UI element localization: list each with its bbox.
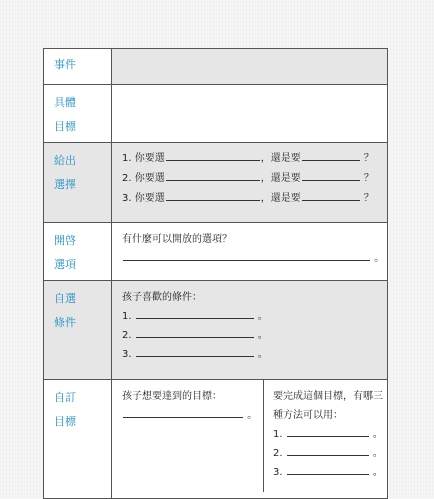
choice-line-1: 1. 你要選 ，還是要 ？ (122, 149, 387, 169)
methods-prompt: 要完成這個目標，有哪三種方法可以用： (273, 391, 383, 421)
methods-section (264, 380, 387, 492)
condition-item-1: 1. 。 (122, 307, 387, 326)
custom-goal-row (44, 380, 388, 499)
open-option-row (44, 223, 388, 281)
specific-goal-row (44, 85, 388, 143)
open-option-cell: 有什麼可以開放的選項？ 。 (112, 223, 388, 281)
condition-blank[interactable] (136, 345, 254, 357)
specific-goal-cell[interactable] (112, 85, 388, 143)
self-select-condition-cell (112, 281, 388, 380)
event-cell[interactable] (112, 49, 388, 85)
condition-prompt: 孩子喜歡的條件： (122, 292, 202, 303)
open-option-label: 開啓 選項 (44, 223, 112, 281)
self-select-condition-row (44, 281, 388, 380)
open-option-question: 有什麼可以開放的選項？ (122, 234, 232, 245)
choice-blank[interactable] (166, 169, 260, 181)
condition-item-3: 3. 。 (122, 345, 387, 364)
choice-blank[interactable] (302, 149, 360, 161)
child-goal-prompt: 孩子想要達到的目標： (122, 391, 222, 402)
condition-blank[interactable] (136, 307, 254, 319)
choice-blank[interactable] (302, 189, 360, 201)
specific-goal-label: 具體 目標 (44, 85, 112, 143)
choice-blank[interactable] (302, 169, 360, 181)
method-blank[interactable] (287, 425, 369, 437)
give-choice-row (44, 143, 388, 223)
give-choice-cell (112, 143, 388, 223)
child-goal-blank[interactable] (123, 406, 243, 418)
give-choice-label: 給出 選擇 (44, 143, 112, 223)
choice-line-3: 3. 你要選 ，還是要 ？ (122, 189, 387, 209)
goal-worksheet-table (43, 48, 388, 499)
condition-item-2: 2. 。 (122, 326, 387, 345)
event-row (44, 49, 388, 85)
self-select-condition-label: 自選 條件 (44, 281, 112, 380)
choice-blank[interactable] (166, 149, 260, 161)
method-item-2: 2. 。 (273, 444, 387, 463)
custom-goal-label: 自訂 目標 (44, 380, 112, 499)
method-blank[interactable] (287, 444, 369, 456)
child-goal-section: 孩子想要達到的目標： 。 (112, 380, 264, 492)
method-item-3: 3. 。 (273, 463, 387, 482)
method-item-1: 1. 。 (273, 425, 387, 444)
choice-blank[interactable] (166, 189, 260, 201)
custom-goal-cell (112, 380, 388, 499)
choice-line-2: 2. 你要選 ，還是要 ？ (122, 169, 387, 189)
condition-blank[interactable] (136, 326, 254, 338)
method-blank[interactable] (287, 463, 369, 475)
open-option-blank[interactable] (123, 249, 370, 261)
event-label: 事件 (44, 49, 112, 85)
